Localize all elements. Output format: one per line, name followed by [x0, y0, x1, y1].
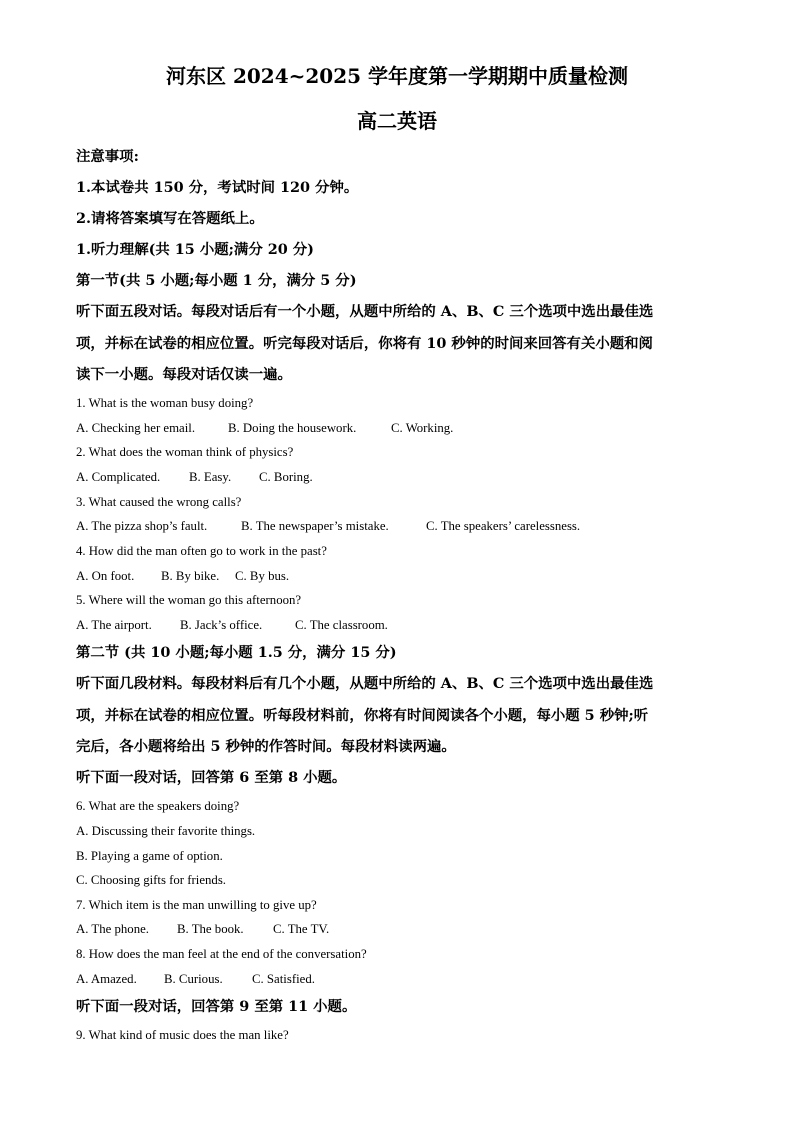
- question-1: 1. What is the woman busy doing?: [76, 396, 254, 410]
- exam-title: 河东区 2024~2025 学年度第一学期期中质量检测: [165, 64, 628, 88]
- option-b: B. The book.: [177, 922, 244, 936]
- option-a: A. Checking her email.: [76, 421, 196, 435]
- question-2-options: [76, 468, 313, 486]
- dialogue-group-2-heading: 听下面一段对话，回答第 9 至第 11 小题。: [76, 998, 357, 1015]
- question-4-options: [76, 567, 289, 585]
- option-a: A. On foot.: [76, 569, 135, 583]
- section2-instruction-line: 完后，各小题将给出 5 秒钟的作答时间。每段材料读两遍。: [76, 738, 456, 755]
- option-c: C. Satisfied.: [252, 972, 315, 986]
- question-2: 2. What does the woman think of physics?: [76, 445, 294, 459]
- section2-instruction-line: 项，并标在试卷的相应位置。听每段材料前，你将有时间阅读各个小题，每小题 5 秒钟;听: [76, 707, 649, 724]
- option-b: B. The newspaper’s mistake.: [241, 519, 389, 533]
- option-b: B. Easy.: [189, 470, 232, 484]
- option-c: C. The classroom.: [295, 618, 388, 632]
- notes-heading: 注意事项:: [76, 148, 139, 165]
- question-9: 9. What kind of music does the man like?: [76, 1028, 289, 1042]
- section2-instruction-line: 听下面几段材料。每段材料后有几个小题，从题中所给的 A、B、C 三个选项中选出最佳选: [76, 675, 654, 692]
- notes-item-1: 1.本试卷共 150 分，考试时间 120 分钟。: [76, 179, 359, 196]
- section1-instruction-line: 项，并标在试卷的相应位置。听完每段对话后，你将有 10 秒钟的时间来回答有关小题和阅: [76, 335, 653, 352]
- question-8-options: [76, 970, 315, 988]
- option-c: C. The speakers’ carelessness.: [426, 519, 581, 533]
- option-a: A. Amazed.: [76, 972, 137, 986]
- question-6-option-a: A. Discussing their favorite things.: [76, 824, 256, 838]
- option-c: C. By bus.: [235, 569, 290, 583]
- question-7-options: [76, 920, 329, 938]
- question-6: 6. What are the speakers doing?: [76, 799, 240, 813]
- section1-instruction-line: 听下面五段对话。每段对话后有一个小题，从题中所给的 A、B、C 三个选项中选出最佳选: [76, 303, 654, 320]
- option-a: A. Complicated.: [76, 470, 161, 484]
- notes-item-2: 2.请将答案填写在答题纸上。: [76, 210, 264, 227]
- subject-title: 高二英语: [357, 109, 437, 133]
- question-5-options: [76, 616, 388, 634]
- section1-heading: 第一节(共 5 小题;每小题 1 分，满分 5 分): [76, 272, 357, 289]
- question-3: 3. What caused the wrong calls?: [76, 495, 242, 509]
- dialogue-group-1-heading: 听下面一段对话，回答第 6 至第 8 小题。: [76, 769, 347, 786]
- option-a: A. The phone.: [76, 922, 149, 936]
- option-c: C. Working.: [391, 421, 454, 435]
- option-a: A. The pizza shop’s fault.: [76, 519, 208, 533]
- question-8: 8. How does the man feel at the end of the conversation?: [76, 947, 367, 961]
- option-a: A. The airport.: [76, 618, 152, 632]
- section1-instruction-line: 读下一小题。每段对话仅读一遍。: [76, 366, 292, 383]
- option-b: B. Curious.: [164, 972, 223, 986]
- question-7: 7. Which item is the man unwilling to give up?: [76, 898, 317, 912]
- option-c: C. Boring.: [259, 470, 313, 484]
- question-4: 4. How did the man often go to work in the past?: [76, 544, 327, 558]
- part1-heading: 1.听力理解(共 15 小题;满分 20 分): [76, 241, 314, 258]
- question-1-options: [76, 419, 453, 437]
- question-5: 5. Where will the woman go this afternoon?: [76, 593, 302, 607]
- option-c: C. The TV.: [273, 922, 330, 936]
- question-6-option-b: B. Playing a game of option.: [76, 849, 223, 863]
- section2-heading: 第二节 (共 10 小题;每小题 1.5 分，满分 15 分): [76, 644, 397, 661]
- option-b: B. Doing the housework.: [228, 421, 357, 435]
- question-3-options: [76, 517, 580, 535]
- question-6-option-c: C. Choosing gifts for friends.: [76, 873, 227, 887]
- option-b: B. By bike.: [161, 569, 220, 583]
- option-b: B. Jack’s office.: [180, 618, 263, 632]
